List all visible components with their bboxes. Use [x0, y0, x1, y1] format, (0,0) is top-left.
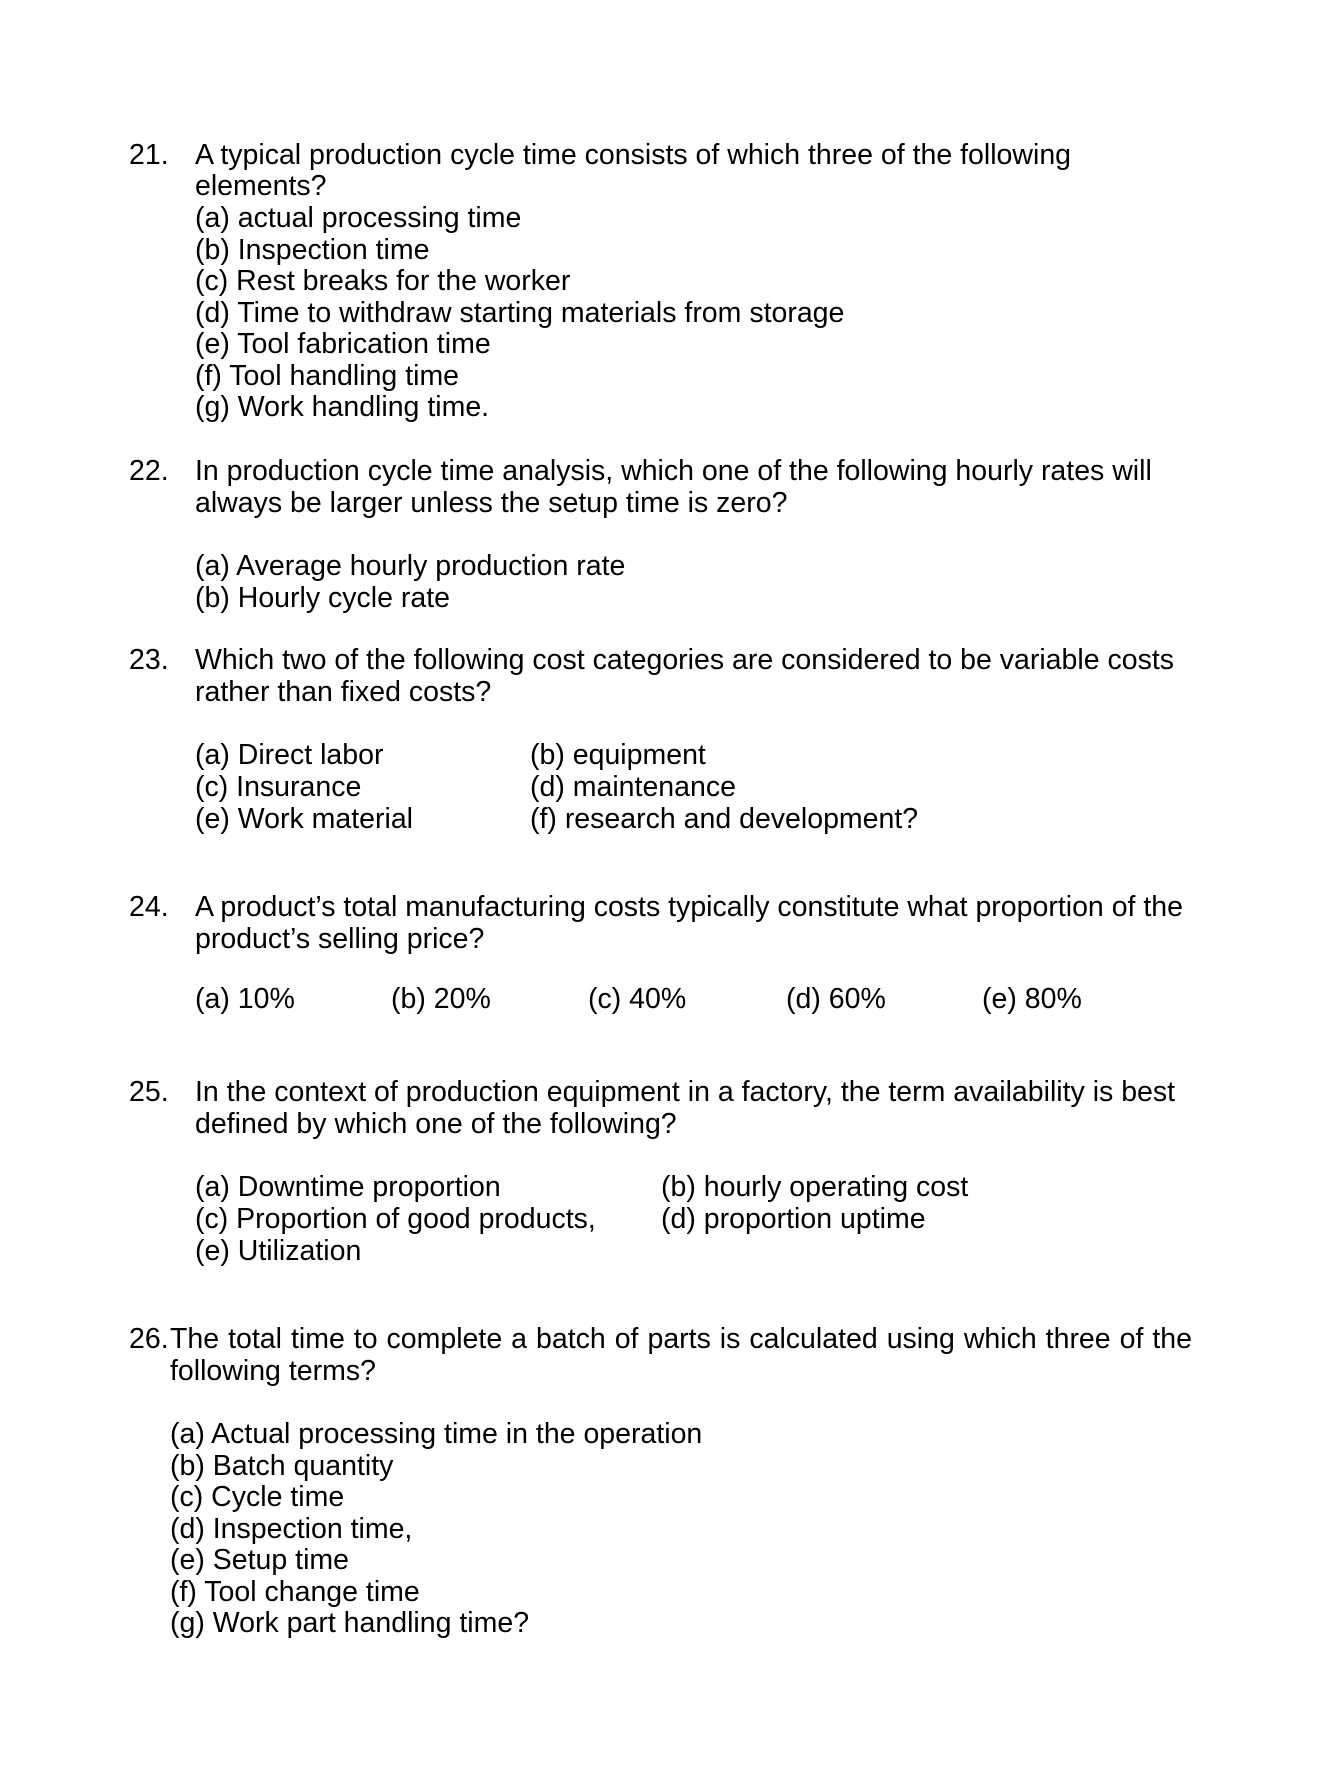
question-number: 23.	[129, 644, 169, 676]
question-text: A typical production cycle time consists of which three of the following elements?	[195, 139, 1072, 202]
question-number: 24.	[129, 891, 169, 923]
option-e: (e) 80%	[982, 983, 1082, 1015]
option-e: (e) Work material	[195, 803, 414, 835]
options-list	[170, 1419, 702, 1640]
option-a: (a) Average hourly production rate	[195, 550, 626, 582]
option-f: (f) Tool change time	[170, 1575, 420, 1608]
option-c: (c) 40%	[588, 983, 687, 1015]
question-text	[170, 1324, 1192, 1387]
question-text-line: The total time to complete a batch of parts is calculated using which three of the	[170, 1323, 1192, 1355]
option-b: (b) equipment	[530, 739, 706, 771]
option-d: (d) Inspection time,	[170, 1512, 413, 1545]
option-f: (f) Tool handling time	[195, 359, 460, 392]
option-a: (a) Actual processing time in the operation	[170, 1418, 703, 1450]
option-c: (c) Rest breaks for the worker	[195, 265, 571, 297]
option-b: (b) 20%	[391, 983, 491, 1015]
question-number: 22.	[129, 455, 169, 487]
question-text	[195, 645, 1195, 708]
option-d: (d) maintenance	[530, 771, 736, 803]
question-text-line: A product’s total manufacturing costs typically constitute what proportion of the	[195, 891, 1184, 923]
option-c: (c) Insurance	[195, 771, 362, 803]
option-g: (g) Work handling time.	[195, 391, 490, 423]
question-number: 25.	[129, 1076, 169, 1108]
option-b: (b) hourly operating cost	[661, 1171, 969, 1203]
option-g: (g) Work part handling time?	[170, 1607, 530, 1639]
option-e: (e) Tool fabrication time	[195, 328, 491, 360]
options-list	[195, 551, 625, 614]
question-text-line: Which two of the following cost categories are considered to be variable costs	[195, 644, 1175, 676]
question-number: 26.	[129, 1323, 169, 1355]
option-e: (e) Setup time	[170, 1544, 349, 1576]
option-c: (c) Cycle time	[170, 1481, 345, 1513]
option-d: (d) 60%	[786, 983, 886, 1015]
question-text-line: product’s selling price?	[195, 922, 485, 955]
question-text-line: rather than fixed costs?	[195, 675, 492, 708]
question-text	[195, 456, 1195, 519]
option-f: (f) research and development?	[530, 803, 919, 835]
option-a: (a) Downtime proportion	[195, 1171, 501, 1203]
option-e: (e) Utilization	[195, 1235, 362, 1267]
question-text-line: always be larger unless the setup time is zero?	[195, 486, 788, 519]
option-b: (b) Batch quantity	[170, 1449, 394, 1482]
option-d: (d) proportion uptime	[661, 1203, 926, 1235]
question-number: 21.	[129, 139, 169, 171]
question-text-line: In the context of production equipment in a factory, the term availability is best	[195, 1076, 1176, 1108]
option-b: (b) Hourly cycle rate	[195, 581, 450, 614]
question-text	[195, 1077, 1195, 1140]
option-c: (c) Proportion of good products,	[195, 1203, 596, 1235]
option-a: (a) actual processing time	[195, 202, 522, 234]
option-d: (d) Time to withdraw starting materials from storage	[195, 296, 845, 329]
option-b: (b) Inspection time	[195, 233, 430, 266]
options-list	[195, 203, 844, 424]
option-a: (a) 10%	[195, 983, 295, 1015]
question-text-line: defined by which one of the following?	[195, 1107, 677, 1140]
question-text-line: In production cycle time analysis, which one of the following hourly rates will	[195, 455, 1152, 487]
option-a: (a) Direct labor	[195, 739, 384, 771]
question-text	[195, 892, 1195, 955]
question-text-line: following terms?	[170, 1354, 376, 1387]
